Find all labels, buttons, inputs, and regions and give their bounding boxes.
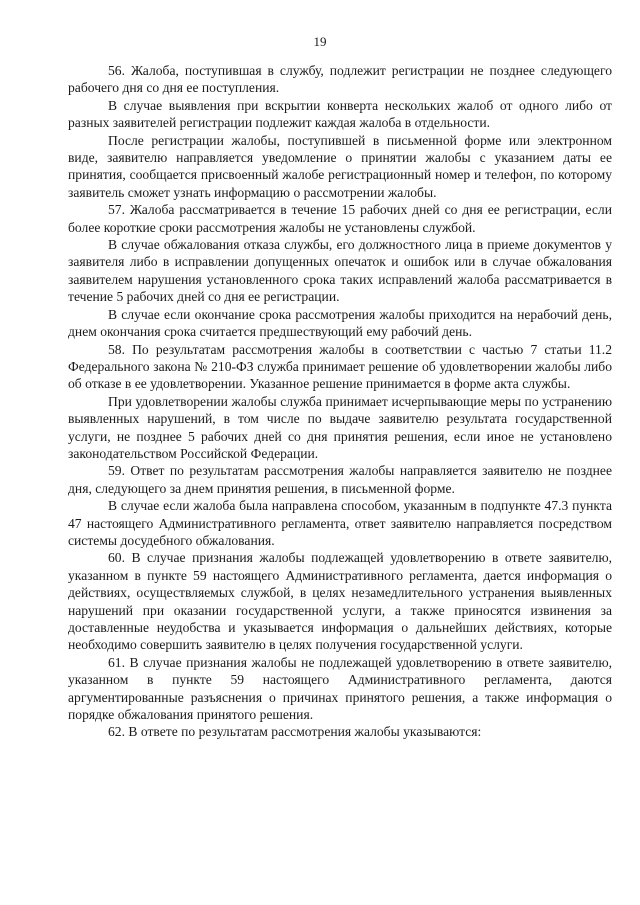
paragraph-60: 60. В случае признания жалобы подлежащей удовлетворению в ответе заявителю, указанном в пункте 59 настоящего Административного регламента, дается информация о действиях, осуществляемых службой, в целях незамедлительного устранения выявленных нарушений при оказании государственной услуги, а также приносятся извинения за доставленные неудобства и указывается информация о дальнейших действиях, которые необходимо совершить заявителю в целях получения государственной услуги. <box>68 550 612 653</box>
paragraph-61: 61. В случае признания жалобы не подлежащей удовлетворению в ответе заявителю, указанном в пункте 59 настоящего Административного регламента, даются аргументированные разъяснения о причинах принятого решения, а также информация о порядке обжалования принятого решения. <box>68 654 612 723</box>
paragraph-62: 62. В ответе по результатам рассмотрения жалобы указываются: <box>108 724 482 740</box>
paragraph-59: 59. Ответ по результатам рассмотрения жалобы направляется заявителю не позднее дня, следующего за днем принятия решения, в письменной форме. <box>68 463 612 496</box>
paragraph-57-refusal: В случае обжалования отказа службы, его должностного лица в приеме документов у заявителя либо в исправлении допущенных опечаток и ошибок или в случае обжалования заявителем нарушения установленного срока таких исправлений жалоба рассматривается в течение 5 рабочих дней со дня ее регистрации. <box>68 237 612 305</box>
paragraph-59-system: В случае если жалоба была направлена способом, указанным в подпункте 47.3 пункта 47 настоящего Административного регламента, ответ заявителю направляется посредством системы досудебного обжалования. <box>68 498 612 548</box>
document-body <box>68 62 612 741</box>
paragraph-57-nonworking-day: В случае если окончание срока рассмотрения жалобы приходится на нерабочий день, днем окончания срока считается предшествующий ему рабочий день. <box>68 306 612 340</box>
paragraph-56: 56. Жалоба, поступившая в службу, подлежит регистрации не позднее следующего рабочего дня со дня ее поступления. <box>68 63 612 96</box>
paragraph-58: 58. По результатам рассмотрения жалобы в соответствии с частью 7 статьи 11.2 Федерального закона № 210-ФЗ служба принимает решение об удовлетворении жалобы либо об отказе в ее удовлетворении. Указанное решение принимается в форме акта службы. <box>68 341 612 392</box>
page-number: 19 <box>313 34 327 49</box>
paragraph-58-satisfaction: При удовлетворении жалобы служба принимает исчерпывающие меры по устранению выявленных нарушений, в том числе по выдаче заявителю результата государственной услуги, не позднее 5 рабочих дней со дня принятия решения, если иное не установлено законодательством Российской Федерации. <box>68 393 612 461</box>
paragraph-56-notification: После регистрации жалобы, поступившей в письменной форме или электронном виде, заявителю направляется уведомление о принятии жалобы с указанием даты ее принятия, сообщается присвоенный жалобе регистрационный номер и телефон, по которому заявитель сможет узнать информацию о рассмотрении жалобы. <box>68 132 612 200</box>
paragraph-57: 57. Жалоба рассматривается в течение 15 рабочих дней со дня ее регистрации, если более короткие сроки рассмотрения жалобы не установлены службой. <box>68 202 612 235</box>
paragraph-56-envelope: В случае выявления при вскрытии конверта нескольких жалоб от одного либо от разных заявителей регистрации подлежит каждая жалоба в отдельности. <box>68 97 612 131</box>
